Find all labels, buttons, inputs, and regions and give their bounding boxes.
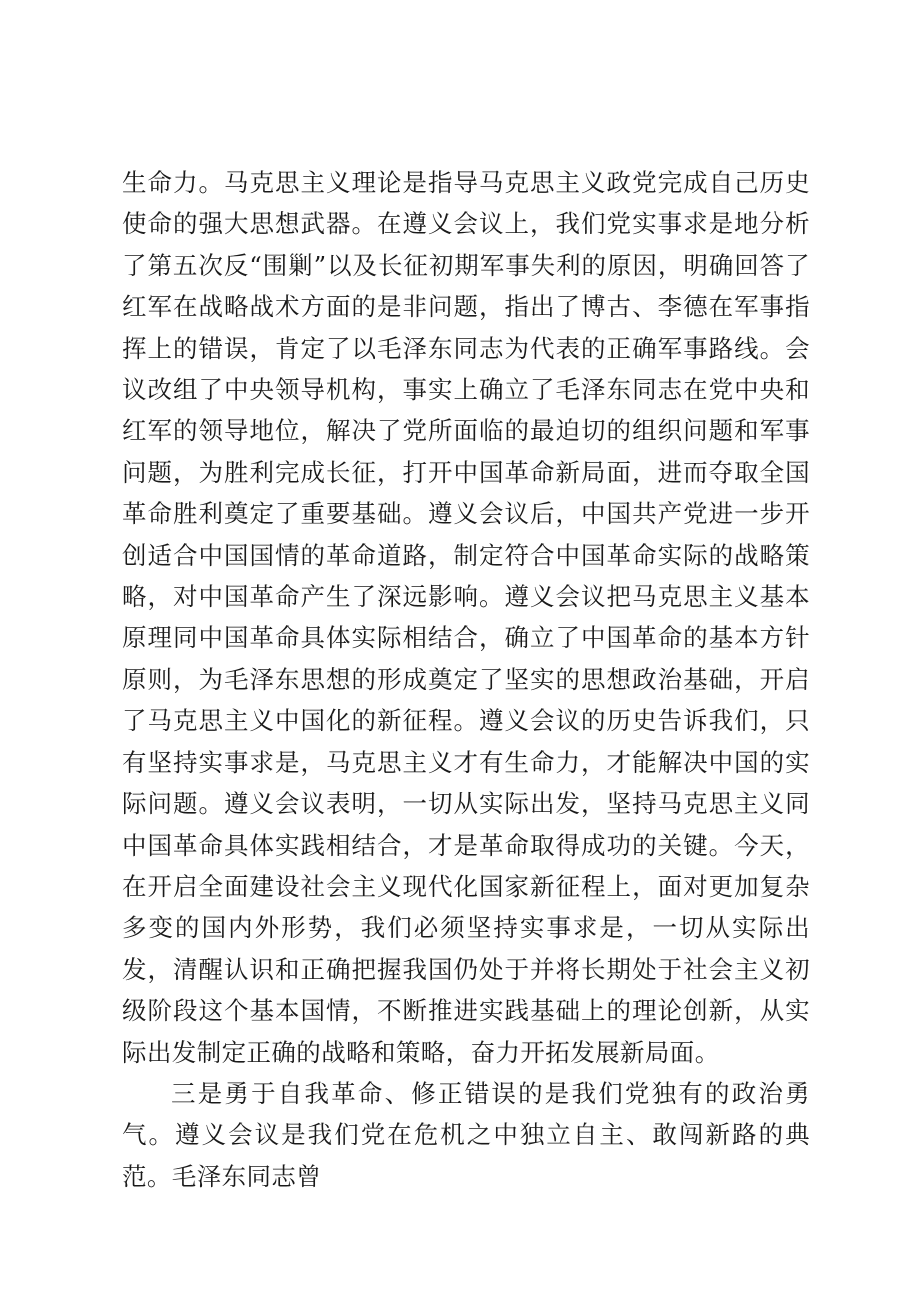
paragraph-continuation: 生命力。马克思主义理论是指导马克思主义政党完成自己历史使命的强大思想武器。在遵义会议上，我们党实事求是地分析了第五次反“围剿”以及长征初期军事失利的原因，明确回答了红军在战略战术方面的是非问题，指出了博古、李德在军事指挥上的错误，肯定了以毛泽东同志为代表的正确军事路线。会议改组了中央领导机构，事实上确立了毛泽东同志在党中央和红军的领导地位，解决了党所面临的最迫切的组织问题和军事问题，为胜利完成长征，打开中国革命新局面，进而夺取全国革命胜利奠定了重要基础。遵义会议后，中国共产党进一步开创适合中国国情的革命道路，制定符合中国革命实际的战略策略，对中国革命产生了深远影响。遵义会议把马克思主义基本原理同中国革命具体实际相结合，确立了中国革命的基本方针原则，为毛泽东思想的形成奠定了坚实的思想政治基础，开启了马克思主义中国化的新征程。遵义会议的历史告诉我们，只有坚持实事求是，马克思主义才有生命力，才能解决中国的实际问题。遵义会议表明，一切从实际出发，坚持马克思主义同中国革命具体实践相结合，才是革命取得成功的关键。今天，在开启全面建设社会主义现代化国家新征程上，面对更加复杂多变的国内外形势，我们必须坚持实事求是，一切从实际出发，清醒认识和正确把握我国仍处于并将长期处于社会主义初级阶段这个基本国情，不断推进实践基础上的理论创新，从实际出发制定正确的战略和策略，奋力开拓发展新局面。 <box>122 168 810 1067</box>
paragraph-third-point: 三是勇于自我革命、修正错误的是我们党独有的政治勇气。遵义会议是我们党在危机之中独立自主、敢闯新路的典范。毛泽东同志曾 <box>122 1078 810 1191</box>
body-text <box>122 162 810 1197</box>
